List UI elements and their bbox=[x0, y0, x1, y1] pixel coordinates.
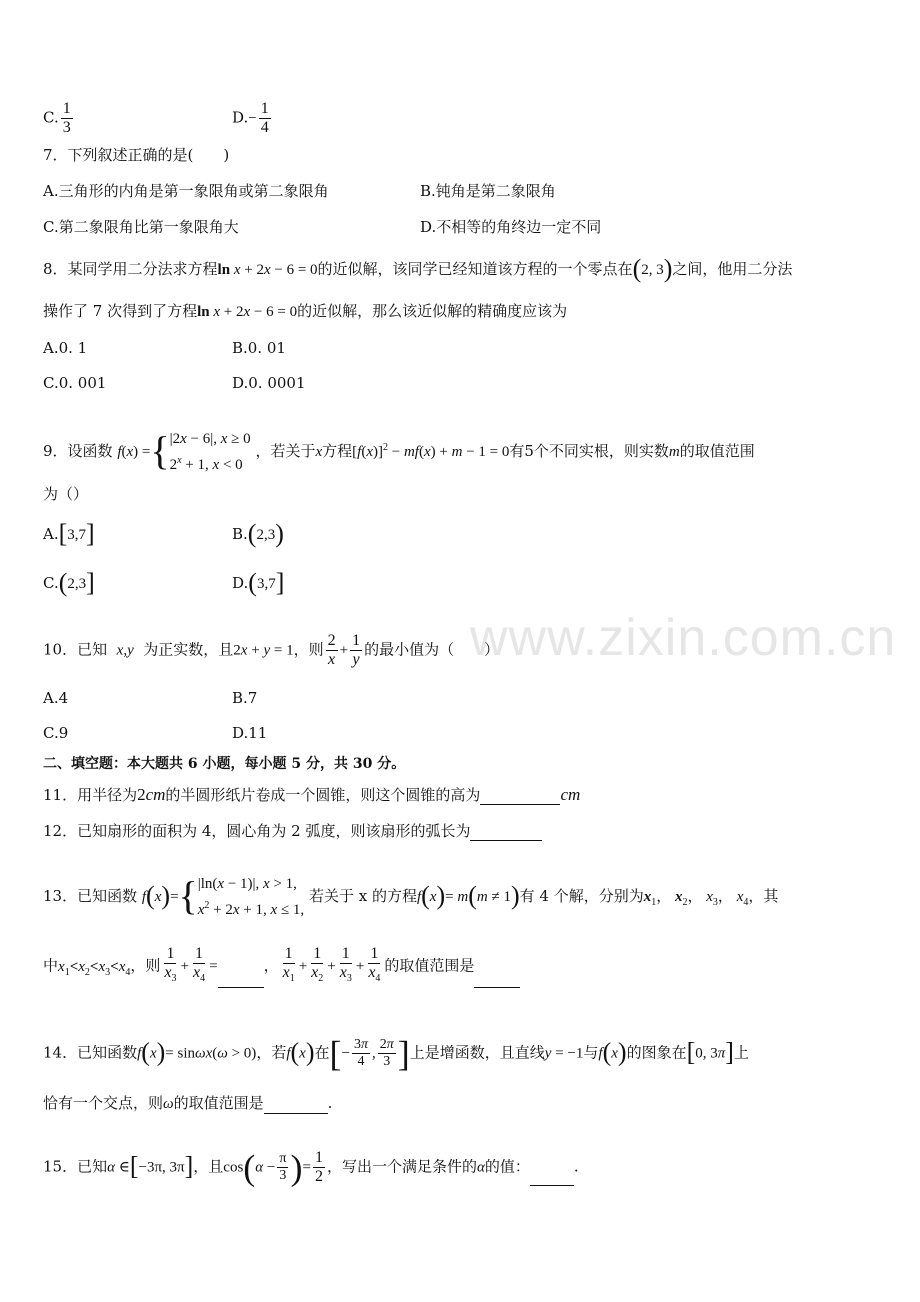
q7-option-c: C.第二象限角比第一象限角大 bbox=[43, 218, 239, 236]
q8-line-2: 操作了 7 次得到了方程ln x + 2x − 6 = 0的近似解，那么该近似解的精确度应该为 bbox=[43, 302, 568, 320]
q13-line-1: 13．已知函数 f(x)={ |ln(x − 1)|, x > 1, $x^2 + 2x + 1$, x ≤ 1, 若关于 x 的方程f(x)= m(m ≠ 1)有 4 个解，分别为$x_1$， $x_2$， $x_3$， $x_4$，其 bbox=[43, 873, 779, 918]
q13-line-2: 中$x_1<x_2<x_3<x_4$，则 $\frac{1}{x_3}$ + $\frac{1}{x_4}$ = ， $\frac{1}{x_1}$ + $\frac{1}{x_2}$ + $\frac{1}{x_3}$ + $\frac{1}{x_4}$ 的取值范围是 bbox=[43, 945, 520, 988]
q8-option-b: B.0. 01 bbox=[232, 339, 286, 357]
q8-option-a: A.0. 1 bbox=[43, 339, 88, 357]
q10-stem: 10．已知 x,y 为正实数，且2x + y = 1，则 $\frac{2}{x}$ + $\frac{1}{y}$ 的最小值为（ ） bbox=[43, 632, 500, 668]
q10-option-d: D.11 bbox=[232, 724, 268, 742]
q14-line-1: 14．已知函数f(x)= sinωx(ω > 0)，若f(x)在[− $\frac{3\pi}{4}$ , $\frac{2\pi}{3}$ ]上是增函数，且直线y = −1与f(x)的图象在[0, 3π]上 bbox=[43, 1033, 749, 1074]
q9-option-a: A.[3,7] bbox=[43, 519, 95, 548]
q7-option-a: A.三角形的内角是第一象限角或第二象限角 bbox=[43, 182, 329, 200]
q7-option-d: D.不相等的角终边一定不同 bbox=[420, 218, 602, 236]
q9-option-c: C.(2,3] bbox=[43, 568, 95, 597]
q14-line-2: 恰有一个交点，则ω的取值范围是 . bbox=[43, 1094, 333, 1112]
q7-stem: 7．下列叙述正确的是( ) bbox=[43, 146, 230, 164]
q11-stem: 11．用半径为2cm的半圆形纸片卷成一个圆锥，则这个圆锥的高为 cm bbox=[43, 785, 581, 804]
q10-option-a: A.4 bbox=[43, 689, 69, 707]
q9-line-1: 9．设函数 f(x) ={ |2x − 6|, x ≥ 0 $2^x + 1$, x < 0 ，若关于x方程$[f(x)]^2 - mf(x) + m - 1 = 0$有5个不同实根，则实数m的取值范围 bbox=[43, 428, 755, 473]
q9-option-d: D.(3,7] bbox=[232, 568, 285, 597]
q10-option-c: C.9 bbox=[43, 724, 69, 742]
watermark: www.zixin.com.cn bbox=[470, 609, 897, 667]
section-heading: 二、填空题：本大题共 6 小题，每小题 5 分，共 30 分。 bbox=[43, 756, 406, 772]
q12-stem: 12．已知扇形的面积为 4，圆心角为 2 弧度，则该扇形的弧长为 bbox=[43, 820, 542, 841]
q8-line-1: 8．某同学用二分法求方程ln x + 2x − 6 = 0的近似解，该同学已经知道该方程的一个零点在(2, 3)之间，他用二分法 bbox=[43, 254, 793, 283]
q6-option-d: D.− $\frac{1}{4}$ bbox=[232, 100, 269, 136]
q7-option-b: B.钝角是第二象限角 bbox=[420, 182, 556, 200]
q9-line-2: 为（） bbox=[43, 485, 89, 503]
q10-option-b: B.7 bbox=[232, 689, 258, 707]
q8-option-d: D.0. 0001 bbox=[232, 374, 306, 392]
q9-option-b: B.(2,3) bbox=[232, 519, 284, 548]
q8-option-c: C.0. 001 bbox=[43, 374, 107, 392]
q6-option-c: C. $\frac{1}{3}$ bbox=[43, 100, 71, 136]
q15-stem: 15．已知α ∈[−3π, 3π]，且cos(α − $\frac{\pi}{3}$ )= $\frac{1}{2}$ ，写出一个满足条件的α的值： . bbox=[43, 1147, 579, 1188]
